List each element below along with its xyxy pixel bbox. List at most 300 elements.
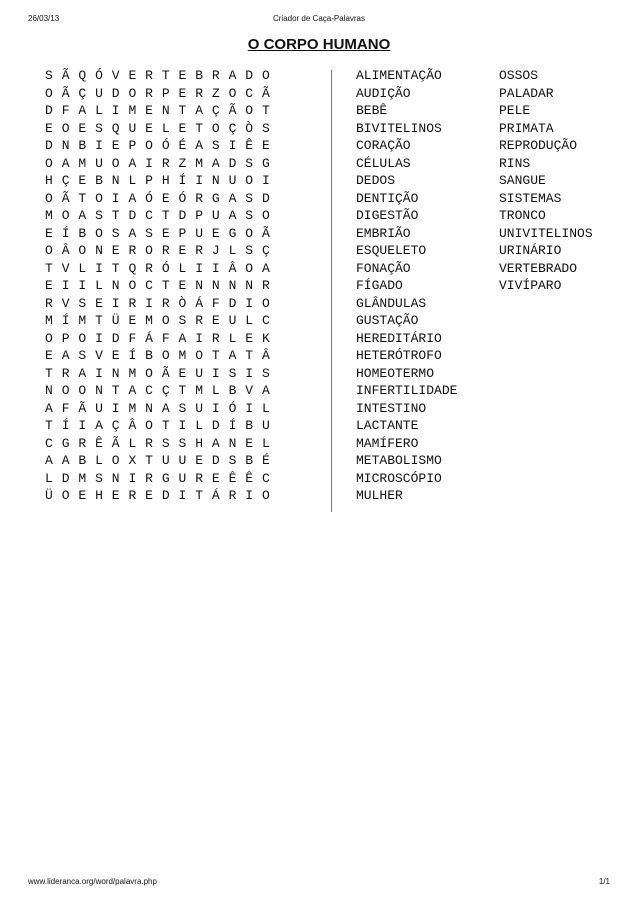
grid-letter: B bbox=[245, 418, 254, 433]
print-date: 26/03/13 bbox=[28, 14, 60, 23]
grid-letter: U bbox=[228, 173, 237, 188]
grid-letter: S bbox=[95, 208, 103, 223]
grid-row bbox=[45, 172, 279, 190]
grid-letter: I bbox=[245, 488, 254, 503]
grid-letter: A bbox=[128, 225, 137, 241]
grid-row bbox=[45, 260, 279, 278]
grid-row bbox=[45, 400, 279, 418]
grid-letter: M bbox=[128, 400, 137, 416]
word-list-item: INFERTILIDADE bbox=[356, 383, 458, 398]
grid-letter: Ã bbox=[111, 435, 120, 451]
grid-letter: E bbox=[161, 225, 170, 241]
grid-letter: F bbox=[128, 330, 137, 346]
grid-letter: B bbox=[195, 68, 203, 83]
grid-letter: O bbox=[128, 85, 137, 101]
grid-letter: R bbox=[211, 68, 220, 83]
grid-letter: S bbox=[261, 120, 270, 136]
word-list-item: VIVÍPARO bbox=[499, 278, 562, 293]
grid-letter: E bbox=[261, 138, 270, 153]
grid-letter: T bbox=[95, 313, 103, 328]
grid-letter: Â bbox=[128, 418, 137, 433]
grid-letter: L bbox=[95, 278, 103, 293]
grid-letter: H bbox=[161, 173, 170, 188]
grid-letter: E bbox=[145, 120, 153, 136]
grid-letter: Â bbox=[228, 260, 237, 276]
word-list-item: BIVITELINOS bbox=[356, 120, 442, 136]
grid-letter: R bbox=[195, 313, 203, 328]
grid-letter: Á bbox=[195, 295, 203, 311]
word-list-column-2 bbox=[499, 67, 638, 295]
grid-letter: M bbox=[78, 313, 87, 328]
grid-letter: Ó bbox=[228, 400, 237, 416]
grid-letter: E bbox=[178, 278, 187, 293]
grid-letter: E bbox=[45, 225, 53, 241]
grid-row bbox=[45, 452, 279, 470]
grid-letter: Ó bbox=[95, 68, 103, 83]
grid-letter: A bbox=[261, 383, 270, 398]
grid-letter: O bbox=[145, 138, 153, 153]
grid-letter: I bbox=[145, 295, 153, 311]
grid-letter: E bbox=[78, 120, 87, 136]
grid-letter: S bbox=[78, 295, 87, 311]
word-list-item: MULHER bbox=[356, 488, 403, 503]
grid-letter: M bbox=[128, 103, 137, 118]
grid-letter: C bbox=[145, 278, 153, 293]
grid-letter: T bbox=[161, 68, 170, 83]
grid-letter: Ã bbox=[261, 85, 270, 101]
grid-letter: P bbox=[178, 225, 187, 241]
grid-letter: O bbox=[161, 348, 170, 363]
grid-letter: T bbox=[178, 383, 187, 398]
grid-letter: O bbox=[195, 348, 203, 363]
print-page-title: Criador de Caça-Palavras bbox=[272, 14, 366, 23]
grid-letter: Q bbox=[128, 260, 137, 276]
grid-letter: D bbox=[45, 138, 53, 153]
grid-letter: L bbox=[211, 383, 220, 398]
grid-letter: N bbox=[95, 383, 103, 398]
grid-letter: E bbox=[211, 225, 220, 241]
grid-letter: E bbox=[178, 243, 187, 258]
grid-letter: M bbox=[78, 155, 87, 171]
grid-letter: I bbox=[245, 295, 254, 311]
grid-letter: T bbox=[195, 120, 203, 136]
grid-letter: S bbox=[245, 155, 254, 171]
grid-letter: I bbox=[178, 488, 187, 503]
word-list-item: FONAÇÃO bbox=[356, 260, 411, 276]
grid-letter: T bbox=[45, 418, 53, 433]
word-list-item: GUSTAÇÃO bbox=[356, 313, 419, 328]
grid-divider bbox=[331, 70, 332, 512]
grid-letter: R bbox=[211, 330, 220, 346]
grid-letter: L bbox=[95, 103, 103, 118]
grid-row bbox=[45, 137, 279, 155]
grid-row bbox=[45, 242, 279, 260]
grid-letter: U bbox=[95, 155, 103, 171]
grid-letter: B bbox=[78, 138, 87, 153]
grid-letter: Í bbox=[178, 173, 187, 188]
grid-letter: U bbox=[195, 365, 203, 381]
grid-letter: Ã bbox=[78, 400, 87, 416]
grid-letter: O bbox=[261, 488, 270, 503]
grid-letter: A bbox=[61, 348, 70, 363]
grid-letter: D bbox=[211, 453, 220, 468]
grid-letter: B bbox=[95, 173, 103, 188]
word-list-item: PRIMATA bbox=[499, 120, 554, 136]
word-list-item: EMBRIÃO bbox=[356, 225, 411, 241]
grid-letter: É bbox=[261, 453, 270, 468]
grid-letter: O bbox=[261, 68, 270, 83]
grid-letter: V bbox=[61, 295, 70, 311]
word-list-item: HOMEOTERMO bbox=[356, 365, 435, 381]
grid-letter: Ç bbox=[161, 383, 170, 398]
grid-letter: A bbox=[61, 155, 70, 171]
grid-letter: L bbox=[161, 120, 170, 136]
grid-letter: S bbox=[211, 138, 220, 153]
grid-letter: D bbox=[111, 85, 120, 101]
grid-letter: Á bbox=[211, 488, 220, 503]
grid-row bbox=[45, 277, 279, 295]
grid-letter: R bbox=[195, 470, 203, 486]
grid-letter: O bbox=[111, 155, 120, 171]
grid-letter: U bbox=[195, 400, 203, 416]
grid-letter: A bbox=[261, 260, 270, 276]
grid-letter: N bbox=[228, 435, 237, 451]
grid-row bbox=[45, 470, 279, 488]
grid-letter: M bbox=[178, 348, 187, 363]
grid-letter: R bbox=[145, 260, 153, 276]
grid-letter: E bbox=[111, 138, 120, 153]
grid-letter: Ç bbox=[261, 243, 270, 258]
grid-letter: D bbox=[161, 488, 170, 503]
grid-letter: Ã bbox=[261, 225, 270, 241]
puzzle-title: O CORPO HUMANO bbox=[247, 36, 391, 53]
grid-row bbox=[45, 295, 279, 313]
grid-letter: O bbox=[145, 418, 153, 433]
grid-letter: E bbox=[161, 190, 170, 206]
footer-url: www.lideranca.org/word/palavra.php bbox=[28, 877, 157, 886]
grid-letter: R bbox=[145, 435, 153, 451]
grid-letter: O bbox=[95, 190, 103, 206]
grid-letter: A bbox=[128, 383, 137, 398]
grid-letter: I bbox=[111, 103, 120, 118]
grid-letter: N bbox=[245, 278, 254, 293]
word-list-item: CORAÇÃO bbox=[356, 138, 411, 153]
grid-letter: P bbox=[161, 85, 170, 101]
word-list-item: SISTEMAS bbox=[499, 190, 562, 206]
grid-letter: A bbox=[45, 400, 53, 416]
grid-letter: A bbox=[128, 190, 137, 206]
grid-letter: M bbox=[128, 365, 137, 381]
grid-letter: I bbox=[211, 400, 220, 416]
grid-letter: H bbox=[95, 488, 103, 503]
grid-letter: R bbox=[145, 68, 153, 83]
grid-letter: I bbox=[245, 365, 254, 381]
grid-letter: B bbox=[78, 225, 87, 241]
grid-letter: A bbox=[78, 208, 87, 223]
grid-letter: E bbox=[45, 120, 53, 136]
word-list-item: FÍGADO bbox=[356, 278, 403, 293]
grid-letter: A bbox=[195, 138, 203, 153]
grid-letter: A bbox=[228, 348, 237, 363]
grid-letter: S bbox=[178, 313, 187, 328]
grid-letter: Ê bbox=[245, 138, 254, 153]
grid-letter: T bbox=[161, 208, 170, 223]
grid-letter: E bbox=[145, 488, 153, 503]
grid-letter: I bbox=[95, 330, 103, 346]
grid-letter: H bbox=[45, 173, 53, 188]
grid-letter: E bbox=[245, 435, 254, 451]
grid-row bbox=[45, 67, 279, 85]
grid-letter: I bbox=[95, 138, 103, 153]
word-list-item: MAMÍFERO bbox=[356, 435, 419, 451]
word-list-item: AUDIÇÃO bbox=[356, 85, 411, 101]
grid-letter: A bbox=[211, 155, 220, 171]
grid-letter: A bbox=[45, 453, 53, 468]
grid-letter: V bbox=[95, 348, 103, 363]
word-list-item: SANGUE bbox=[499, 173, 546, 188]
grid-letter: A bbox=[228, 208, 237, 223]
grid-letter: I bbox=[195, 173, 203, 188]
grid-letter: A bbox=[195, 103, 203, 118]
grid-letter: Ç bbox=[111, 418, 120, 433]
grid-letter: P bbox=[61, 330, 70, 346]
word-list-item: DIGESTÃO bbox=[356, 208, 419, 223]
grid-letter: Q bbox=[78, 68, 87, 83]
grid-letter: O bbox=[78, 330, 87, 346]
word-list-item: DEDOS bbox=[356, 173, 396, 188]
grid-letter: O bbox=[61, 120, 70, 136]
grid-letter: U bbox=[211, 208, 220, 223]
grid-letter: H bbox=[195, 435, 203, 451]
grid-letter: N bbox=[45, 383, 53, 398]
word-list-item: PALADAR bbox=[499, 85, 554, 101]
grid-letter: T bbox=[111, 208, 120, 223]
grid-letter: O bbox=[61, 208, 70, 223]
grid-letter: O bbox=[45, 85, 53, 101]
grid-letter: U bbox=[178, 470, 187, 486]
grid-letter: O bbox=[261, 295, 270, 311]
grid-letter: O bbox=[45, 155, 53, 171]
grid-letter: Á bbox=[145, 330, 153, 346]
grid-letter: U bbox=[161, 453, 170, 468]
grid-letter: O bbox=[45, 190, 53, 206]
grid-row bbox=[45, 365, 279, 383]
word-list-item: GLÂNDULAS bbox=[356, 295, 427, 311]
grid-row bbox=[45, 225, 279, 243]
grid-letter: U bbox=[95, 85, 103, 101]
grid-letter: É bbox=[178, 138, 187, 153]
grid-letter: S bbox=[111, 225, 120, 241]
grid-letter: B bbox=[78, 453, 87, 468]
grid-letter: Ó bbox=[178, 190, 187, 206]
grid-letter: N bbox=[61, 138, 70, 153]
grid-letter: R bbox=[195, 190, 203, 206]
grid-letter: D bbox=[228, 295, 237, 311]
grid-letter: M bbox=[145, 313, 153, 328]
grid-letter: O bbox=[245, 260, 254, 276]
grid-letter: E bbox=[128, 313, 137, 328]
grid-letter: Ü bbox=[111, 313, 120, 328]
grid-letter: Ç bbox=[61, 173, 70, 188]
word-list-item: METABOLISMO bbox=[356, 453, 442, 468]
grid-letter: Ê bbox=[228, 470, 237, 486]
grid-letter: N bbox=[111, 470, 120, 486]
grid-letter: U bbox=[261, 418, 270, 433]
grid-letter: I bbox=[111, 190, 120, 206]
grid-letter: S bbox=[95, 470, 103, 486]
grid-letter: N bbox=[228, 278, 237, 293]
grid-letter: S bbox=[78, 348, 87, 363]
grid-letter: Í bbox=[61, 225, 70, 241]
grid-letter: O bbox=[261, 208, 270, 223]
grid-letter: E bbox=[78, 173, 87, 188]
grid-letter: Ê bbox=[95, 435, 103, 451]
grid-letter: R bbox=[261, 278, 270, 293]
grid-letter: F bbox=[61, 400, 70, 416]
word-list-column-1 bbox=[356, 67, 457, 505]
grid-letter: Â bbox=[261, 348, 270, 363]
grid-letter: Ò bbox=[178, 295, 187, 311]
grid-letter: Ã bbox=[61, 85, 70, 101]
grid-letter: S bbox=[95, 120, 103, 136]
grid-letter: E bbox=[145, 103, 153, 118]
grid-letter: A bbox=[228, 190, 237, 206]
grid-letter: U bbox=[228, 313, 237, 328]
grid-letter: A bbox=[178, 330, 187, 346]
grid-letter: I bbox=[211, 260, 220, 276]
word-list-item: REPRODUÇÃO bbox=[499, 138, 578, 153]
grid-letter: E bbox=[178, 120, 187, 136]
grid-letter: F bbox=[161, 330, 170, 346]
grid-letter: G bbox=[261, 155, 270, 171]
grid-row bbox=[45, 330, 279, 348]
grid-letter: I bbox=[95, 365, 103, 381]
grid-letter: E bbox=[195, 453, 203, 468]
grid-letter: L bbox=[78, 260, 87, 276]
grid-letter: C bbox=[261, 313, 270, 328]
grid-letter: D bbox=[211, 418, 220, 433]
grid-letter: S bbox=[161, 435, 170, 451]
grid-letter: I bbox=[245, 400, 254, 416]
grid-letter: V bbox=[61, 260, 70, 276]
grid-letter: L bbox=[178, 260, 187, 276]
grid-letter: R bbox=[161, 295, 170, 311]
grid-letter: Ê bbox=[245, 470, 254, 486]
grid-letter: S bbox=[228, 365, 237, 381]
grid-letter: D bbox=[45, 103, 53, 118]
grid-letter: R bbox=[78, 435, 87, 451]
grid-letter: R bbox=[61, 365, 70, 381]
grid-letter: T bbox=[145, 453, 153, 468]
grid-letter: A bbox=[211, 435, 220, 451]
grid-letter: T bbox=[45, 260, 53, 276]
grid-letter: E bbox=[245, 330, 254, 346]
grid-letter: N bbox=[111, 173, 120, 188]
grid-letter: R bbox=[161, 243, 170, 258]
grid-letter: G bbox=[228, 225, 237, 241]
grid-row bbox=[45, 347, 279, 365]
grid-letter: O bbox=[161, 313, 170, 328]
grid-letter: D bbox=[61, 470, 70, 486]
word-list-item: ESQUELETO bbox=[356, 243, 427, 258]
grid-row bbox=[45, 85, 279, 103]
letter-grid bbox=[45, 67, 279, 505]
grid-letter: S bbox=[178, 435, 187, 451]
grid-letter: Ó bbox=[161, 260, 170, 276]
grid-letter: I bbox=[111, 400, 120, 416]
word-list-item: DENTIÇÃO bbox=[356, 190, 419, 206]
grid-letter: A bbox=[78, 103, 87, 118]
grid-letter: E bbox=[128, 68, 137, 83]
footer-page-number: 1/1 bbox=[598, 877, 610, 886]
grid-letter: Ò bbox=[245, 120, 254, 136]
grid-letter: O bbox=[95, 225, 103, 241]
grid-letter: M bbox=[195, 155, 203, 171]
grid-letter: I bbox=[261, 173, 270, 188]
grid-letter: T bbox=[111, 383, 120, 398]
grid-letter: C bbox=[45, 435, 53, 451]
grid-letter: O bbox=[111, 453, 120, 468]
word-list-item: VERTEBRADO bbox=[499, 260, 578, 276]
grid-letter: N bbox=[95, 243, 103, 258]
grid-letter: R bbox=[145, 85, 153, 101]
grid-letter: R bbox=[128, 243, 137, 258]
word-list-item: ALIMENTAÇÃO bbox=[356, 68, 442, 83]
grid-letter: N bbox=[111, 365, 120, 381]
grid-letter: U bbox=[95, 400, 103, 416]
grid-letter: S bbox=[261, 365, 270, 381]
grid-letter: O bbox=[78, 383, 87, 398]
grid-letter: I bbox=[128, 470, 137, 486]
grid-letter: Q bbox=[111, 120, 120, 136]
grid-letter: G bbox=[161, 470, 170, 486]
grid-letter: Ü bbox=[45, 488, 53, 503]
grid-letter: A bbox=[78, 365, 87, 381]
grid-letter: L bbox=[45, 470, 53, 486]
grid-letter: D bbox=[261, 190, 270, 206]
word-list-item: RINS bbox=[499, 155, 531, 171]
grid-letter: D bbox=[111, 330, 120, 346]
grid-letter: O bbox=[145, 365, 153, 381]
grid-letter: N bbox=[195, 278, 203, 293]
grid-letter: U bbox=[195, 225, 203, 241]
grid-letter: T bbox=[195, 488, 203, 503]
grid-letter: T bbox=[161, 418, 170, 433]
grid-letter: S bbox=[145, 225, 153, 241]
grid-letter: E bbox=[111, 488, 120, 503]
grid-letter: L bbox=[95, 453, 103, 468]
word-list-item: URINÁRIO bbox=[499, 243, 562, 258]
grid-letter: I bbox=[178, 418, 187, 433]
word-list-item: MICROSCÓPIO bbox=[356, 470, 442, 486]
grid-letter: R bbox=[228, 488, 237, 503]
grid-row bbox=[45, 102, 279, 120]
grid-letter: C bbox=[145, 383, 153, 398]
grid-letter: E bbox=[211, 470, 220, 486]
grid-letter: M bbox=[78, 470, 87, 486]
grid-letter: P bbox=[128, 138, 137, 153]
grid-letter: V bbox=[245, 383, 254, 398]
word-list-item: CÉLULAS bbox=[356, 155, 411, 171]
grid-letter: M bbox=[45, 313, 53, 328]
grid-letter: A bbox=[128, 155, 137, 171]
grid-letter: J bbox=[211, 243, 220, 258]
grid-letter: O bbox=[228, 85, 237, 101]
grid-letter: D bbox=[228, 155, 237, 171]
grid-letter: U bbox=[128, 120, 137, 136]
grid-row bbox=[45, 312, 279, 330]
grid-letter: C bbox=[245, 85, 254, 101]
